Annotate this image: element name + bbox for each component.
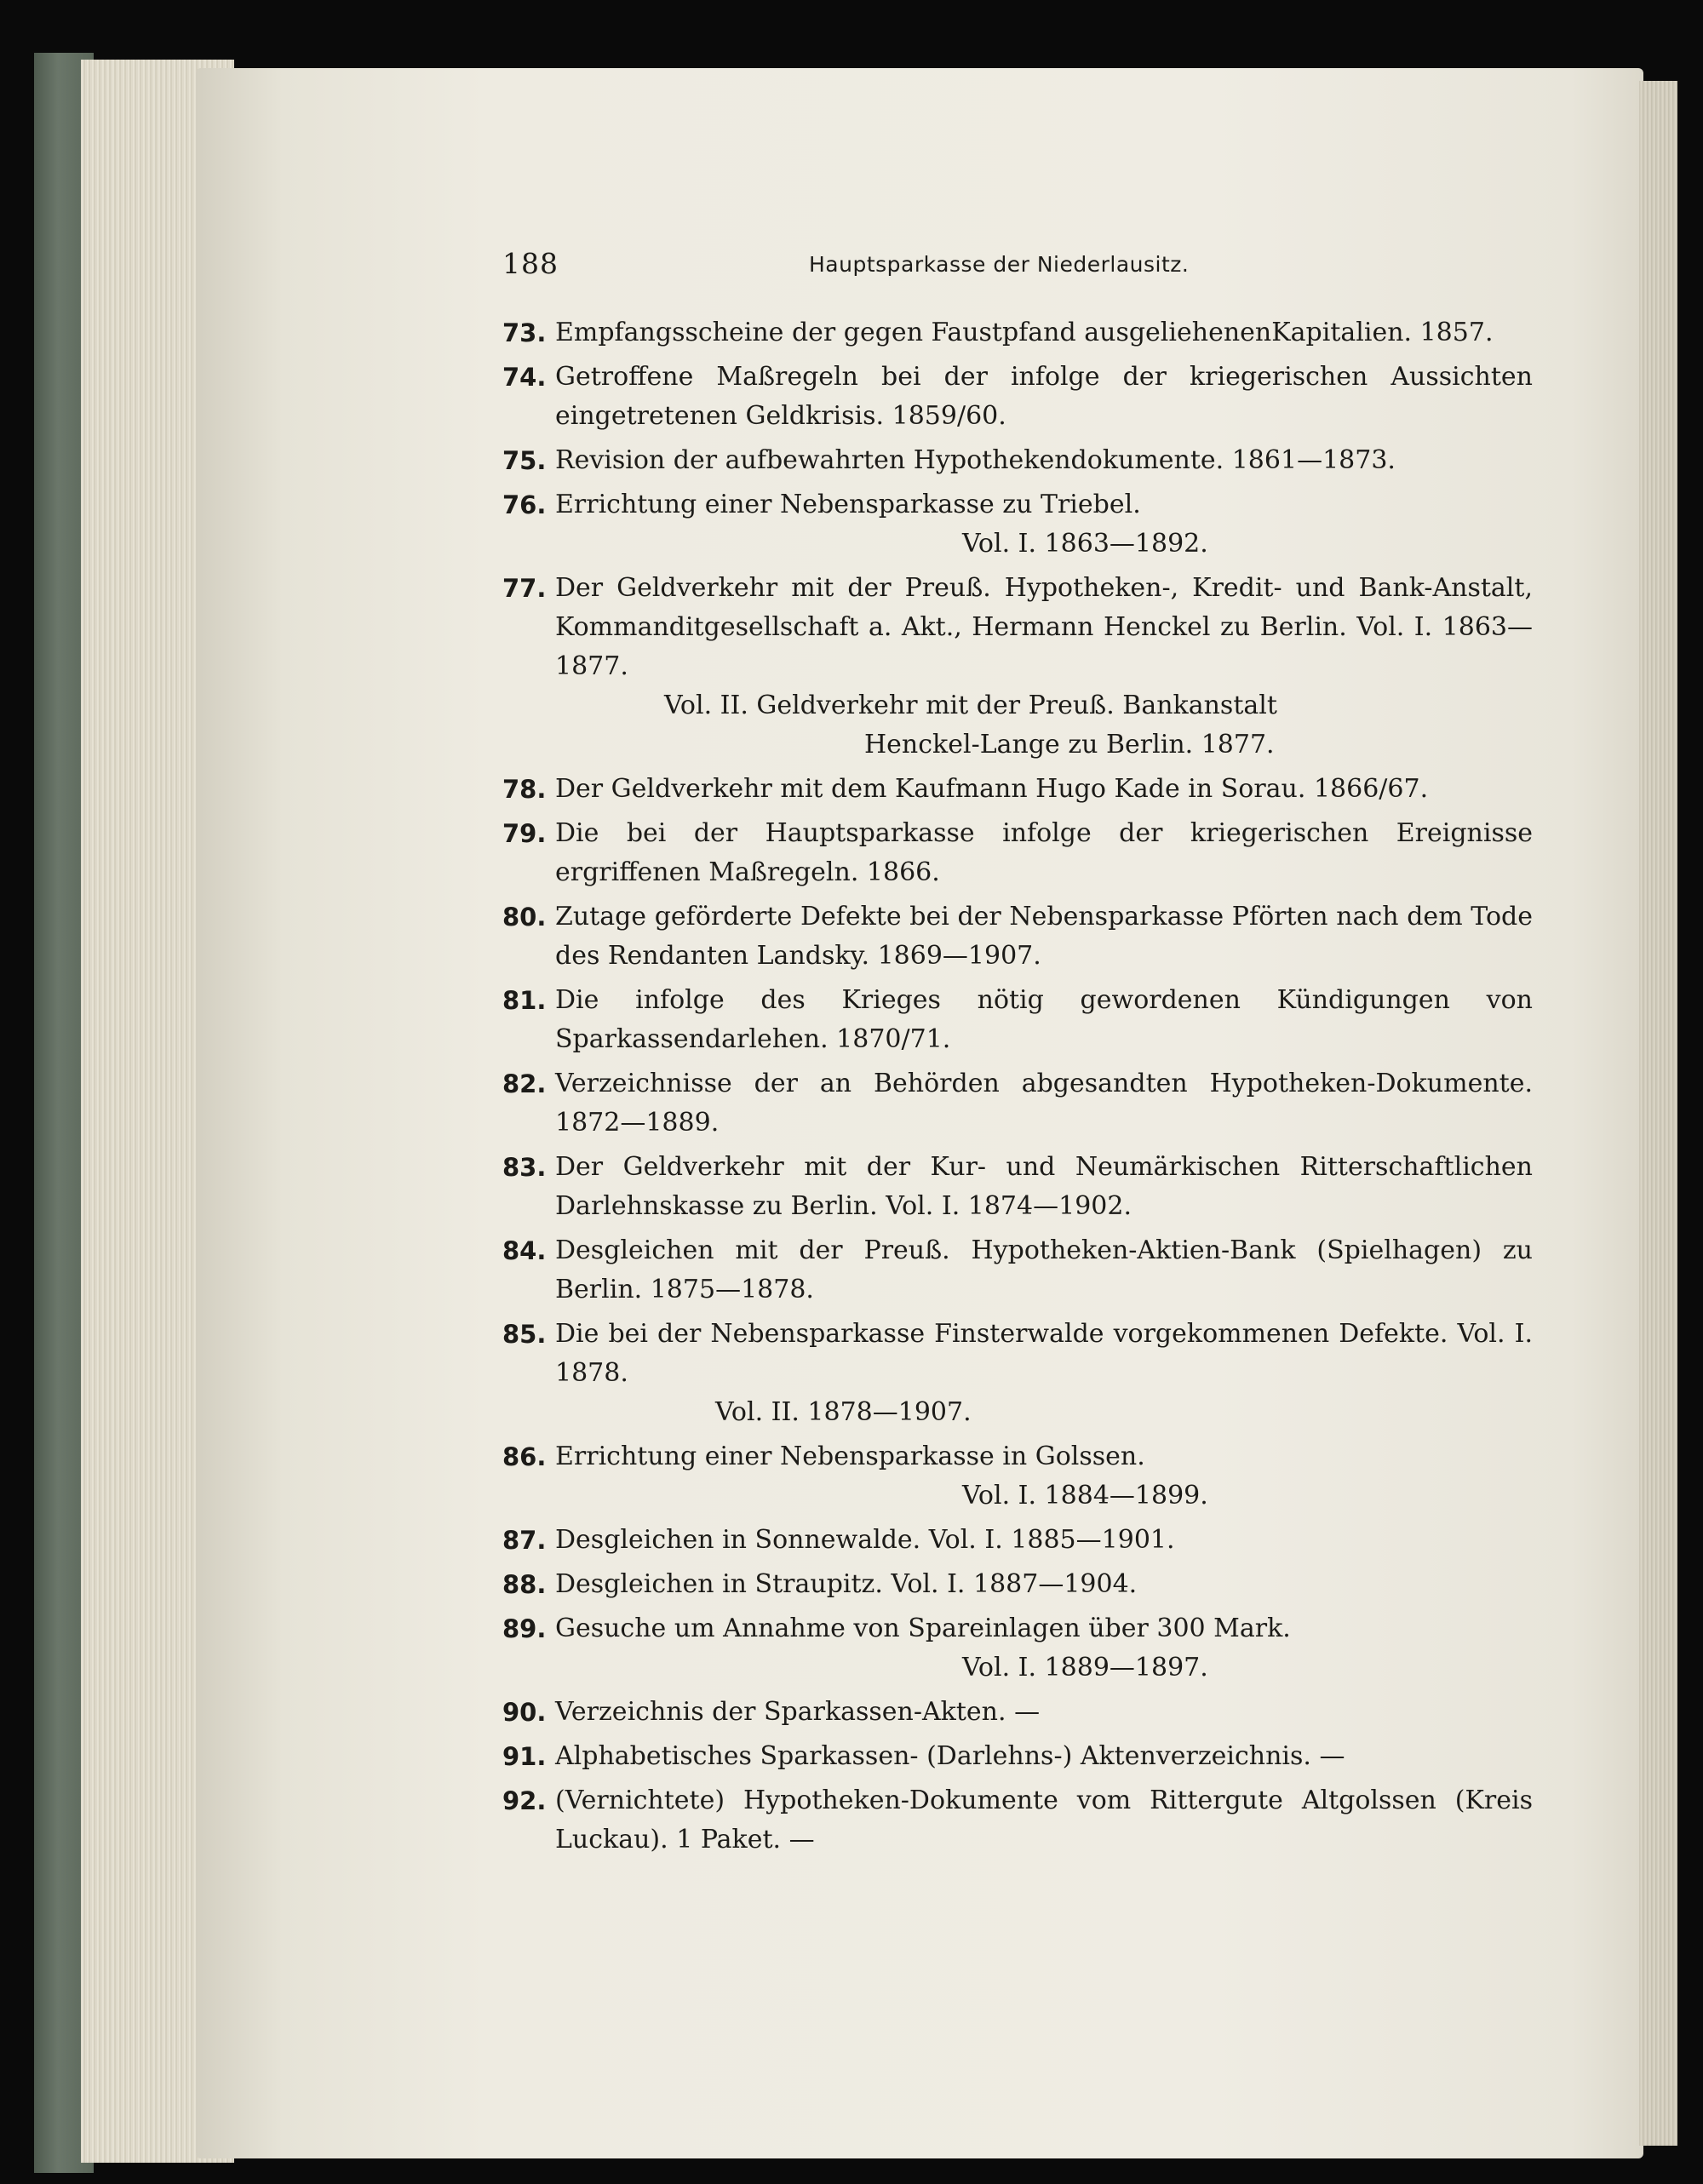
page-edges-right <box>1639 81 1677 2146</box>
entry-text: Der Geldverkehr mit der Preuß. Hypotheken-, Kredit- und Bank-Anstalt, Kommanditgesellschaft a. Akt., Hermann Henckel zu Berlin. Vol. I. 1863—1877. <box>555 573 1533 681</box>
entry-number: 92. <box>502 1786 547 1815</box>
entry-list <box>502 313 1533 1865</box>
entry-number: 73. <box>502 318 547 347</box>
list-item <box>502 1737 1533 1776</box>
entry-volume: Vol. I. 1889—1897. <box>962 1653 1208 1682</box>
entry-text: Getroffene Maßregeln bei der infolge der kriegerischen Aussichten eingetretenen Geldkrisis. 1859/60. <box>555 362 1533 431</box>
list-item <box>502 1609 1533 1688</box>
entry-number: 76. <box>502 490 547 519</box>
entry-text: (Vernichtete) Hypotheken-Dokumente vom Rittergute Altgolssen (Kreis Luckau). 1 Paket. — <box>555 1786 1533 1854</box>
entry-text: Die infolge des Krieges nötig gewordenen Kündigungen von Sparkassendarlehen. 1870/71. <box>555 985 1533 1054</box>
entry-number: 88. <box>502 1570 547 1599</box>
entry-number: 75. <box>502 446 547 475</box>
entry-number: 86. <box>502 1442 547 1471</box>
entry-text: Errichtung einer Nebensparkasse zu Triebel. <box>555 490 1141 519</box>
entry-number: 85. <box>502 1320 547 1349</box>
list-item <box>502 1231 1533 1310</box>
entry-text: Desgleichen in Straupitz. Vol. I. 1887—1904. <box>555 1569 1138 1599</box>
entry-text: Desgleichen mit der Preuß. Hypotheken-Aktien-Bank (Spielhagen) zu Berlin. 1875—1878. <box>555 1235 1533 1304</box>
list-item <box>502 358 1533 436</box>
entry-number: 83. <box>502 1153 547 1182</box>
list-item <box>502 981 1533 1059</box>
list-item <box>502 569 1533 765</box>
entry-volume: Vol. I. 1863—1892. <box>962 529 1208 559</box>
entry-number: 78. <box>502 775 547 804</box>
running-title: Hauptsparkasse der Niederlausitz. <box>809 252 1190 277</box>
entry-text: Zutage geförderte Defekte bei der Nebensparkasse Pförten nach dem Tode des Rendanten Landsky. 1869—1907. <box>555 902 1533 971</box>
list-item <box>502 313 1533 353</box>
page-header <box>502 247 1533 289</box>
list-item <box>502 1781 1533 1860</box>
entry-volume: Vol. II. Geldverkehr mit der Preuß. Bankanstalt <box>664 691 1277 720</box>
entry-text: Alphabetisches Sparkassen- (Darlehns-) Aktenverzeichnis. — <box>555 1741 1345 1771</box>
entry-text: Der Geldverkehr mit dem Kaufmann Hugo Kade in Sorau. 1866/67. <box>555 774 1429 804</box>
entry-text: Errichtung einer Nebensparkasse in Golssen. <box>555 1442 1145 1471</box>
entry-number: 79. <box>502 819 547 848</box>
entry-text: Der Geldverkehr mit der Kur- und Neumärkischen Ritterschaftlichen Darlehnskasse zu Berlin. Vol. I. 1874—1902. <box>555 1152 1533 1221</box>
entry-number: 90. <box>502 1698 547 1727</box>
entry-number: 84. <box>502 1236 547 1265</box>
entry-number: 91. <box>502 1742 547 1771</box>
page-number: 188 <box>502 247 559 280</box>
entry-number: 82. <box>502 1069 547 1098</box>
list-item <box>502 1521 1533 1560</box>
list-item <box>502 897 1533 976</box>
entry-volume: Vol. I. 1884—1899. <box>962 1481 1208 1510</box>
entry-volume-continuation: Henckel-Lange zu Berlin. 1877. <box>864 730 1275 760</box>
entry-text: Revision der aufbewahrten Hypothekendokumente. 1861—1873. <box>555 445 1396 475</box>
list-item <box>502 485 1533 564</box>
entry-number: 87. <box>502 1526 547 1555</box>
entry-number: 74. <box>502 363 547 392</box>
entry-text: Desgleichen in Sonnewalde. Vol. I. 1885—1901. <box>555 1525 1175 1555</box>
list-item <box>502 1693 1533 1732</box>
list-item <box>502 1565 1533 1604</box>
entry-volume: Vol. II. 1878—1907. <box>715 1397 972 1427</box>
list-item <box>502 814 1533 892</box>
list-item <box>502 770 1533 809</box>
entry-text: Verzeichnisse der an Behörden abgesandten Hypotheken-Dokumente. 1872—1889. <box>555 1069 1533 1138</box>
entry-text: Die bei der Nebensparkasse Finsterwalde vorgekommenen Defekte. Vol. I. 1878. <box>555 1319 1533 1388</box>
list-item <box>502 1437 1533 1516</box>
list-item <box>502 1064 1533 1143</box>
entry-text: Die bei der Hauptsparkasse infolge der kriegerischen Ereignisse ergriffenen Maßregeln. 1866. <box>555 818 1533 887</box>
entry-text: Empfangsscheine der gegen Faustpfand ausgeliehenenKapitalien. 1857. <box>555 318 1494 347</box>
entry-number: 80. <box>502 903 547 931</box>
entry-number: 77. <box>502 574 547 603</box>
entry-number: 89. <box>502 1614 547 1643</box>
list-item <box>502 1315 1533 1432</box>
entry-number: 81. <box>502 986 547 1015</box>
list-item <box>502 441 1533 480</box>
entry-text: Verzeichnis der Sparkassen-Akten. — <box>555 1697 1041 1727</box>
list-item <box>502 1148 1533 1226</box>
entry-text: Gesuche um Annahme von Spareinlagen über 300 Mark. <box>555 1614 1291 1643</box>
